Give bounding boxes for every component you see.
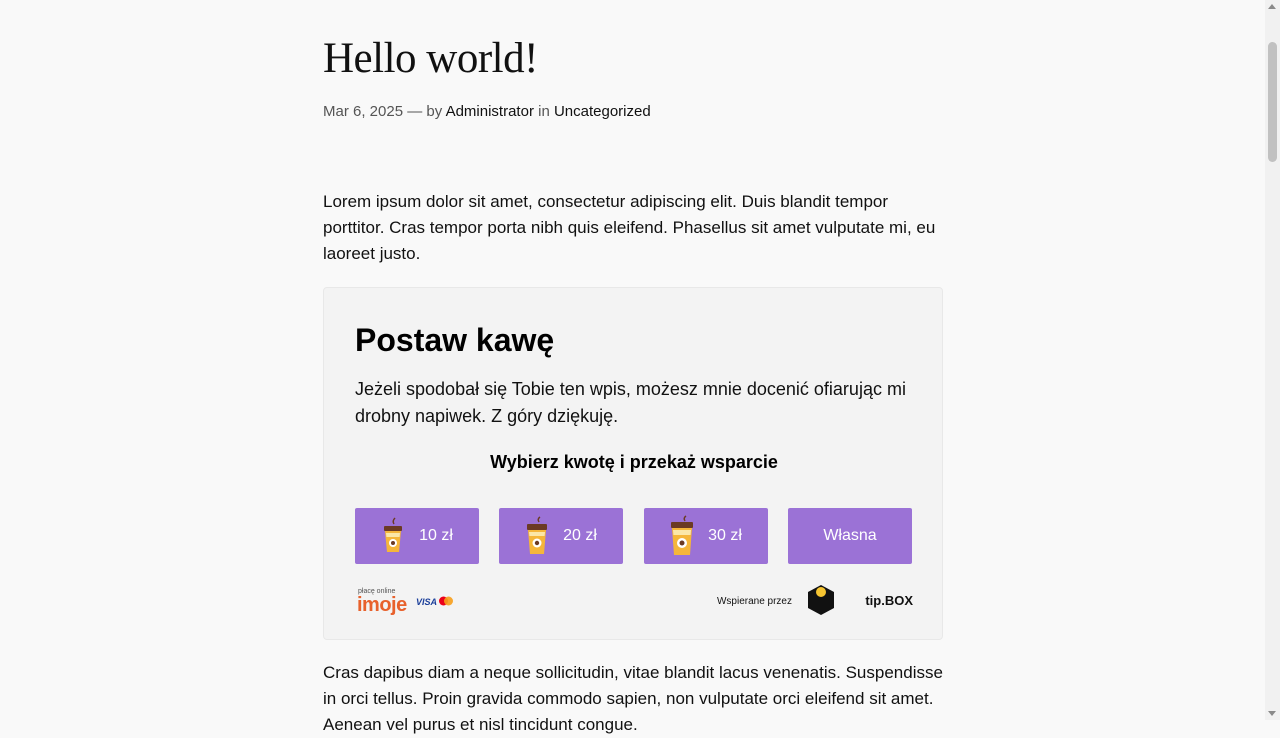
mastercard-icon xyxy=(438,596,454,606)
category-link[interactable]: Uncategorized xyxy=(553,103,651,120)
tipbox-name[interactable]: tip.BOX xyxy=(865,593,913,608)
coffee-cup-small-icon xyxy=(381,516,405,556)
imoje-payment-logo xyxy=(355,585,465,617)
tip-description: Jeżeli spodobał się Tobie ten wpis, możesz mnie docenić ofiarując mi drobny napiwek. Z góry dziękuję. xyxy=(355,379,906,426)
tip-subheading: Wybierz kwotę i przekaż wsparcie xyxy=(490,452,778,472)
meta-by: by xyxy=(426,103,443,120)
post-paragraph-1: Lorem ipsum dolor sit amet, consectetur adipiscing elit. Duis blandit tempor porttitor. Cras tempor porta nibh quis eleifend. Phasellus sit amet vulputate mi, eu laoreet justo. xyxy=(323,192,936,263)
author-link[interactable]: Administrator xyxy=(445,103,534,120)
amount-label: 20 zł xyxy=(563,527,597,544)
amount-button-20[interactable] xyxy=(499,508,623,564)
amount-label: 10 zł xyxy=(419,527,453,544)
amount-button-30[interactable] xyxy=(644,508,768,564)
scrollbar-thumb[interactable] xyxy=(1268,42,1277,162)
tip-heading: Postaw kawę xyxy=(355,322,555,358)
meta-dash: — xyxy=(407,103,423,120)
amount-label: Własna xyxy=(823,527,877,544)
imoje-small-text: płacę online xyxy=(358,588,396,595)
post-date[interactable]: Mar 6, 2025 xyxy=(323,103,404,120)
amount-button-10[interactable] xyxy=(355,508,479,564)
amount-buttons xyxy=(355,508,913,564)
imoje-brand: imoje xyxy=(357,594,407,616)
meta-in: in xyxy=(538,103,550,120)
amount-button-custom[interactable] xyxy=(788,508,912,564)
tip-widget xyxy=(323,287,943,640)
page-scrollbar[interactable] xyxy=(1265,0,1280,720)
amount-label: 30 zł xyxy=(708,527,742,544)
post-title: Hello world! xyxy=(323,35,538,82)
scroll-down-icon[interactable] xyxy=(1268,711,1276,716)
coffee-cup-large-icon xyxy=(670,516,694,556)
scroll-up-icon[interactable] xyxy=(1268,4,1276,9)
tipbox-logo-icon xyxy=(807,584,835,616)
coffee-cup-medium-icon xyxy=(525,516,549,556)
post-paragraph-2: Cras dapibus diam a neque sollicitudin, vitae blandit lacus venenatis. Suspendisse in orci tellus. Proin gravida commodo sapien, non vulputate orci eleifend sit amet. Aenean vel purus et nisl tincidunt congue. xyxy=(323,663,943,734)
post-meta xyxy=(323,103,651,120)
visa-logo: VISA xyxy=(416,597,438,607)
powered-by-label: Wspierane przez xyxy=(716,596,792,607)
